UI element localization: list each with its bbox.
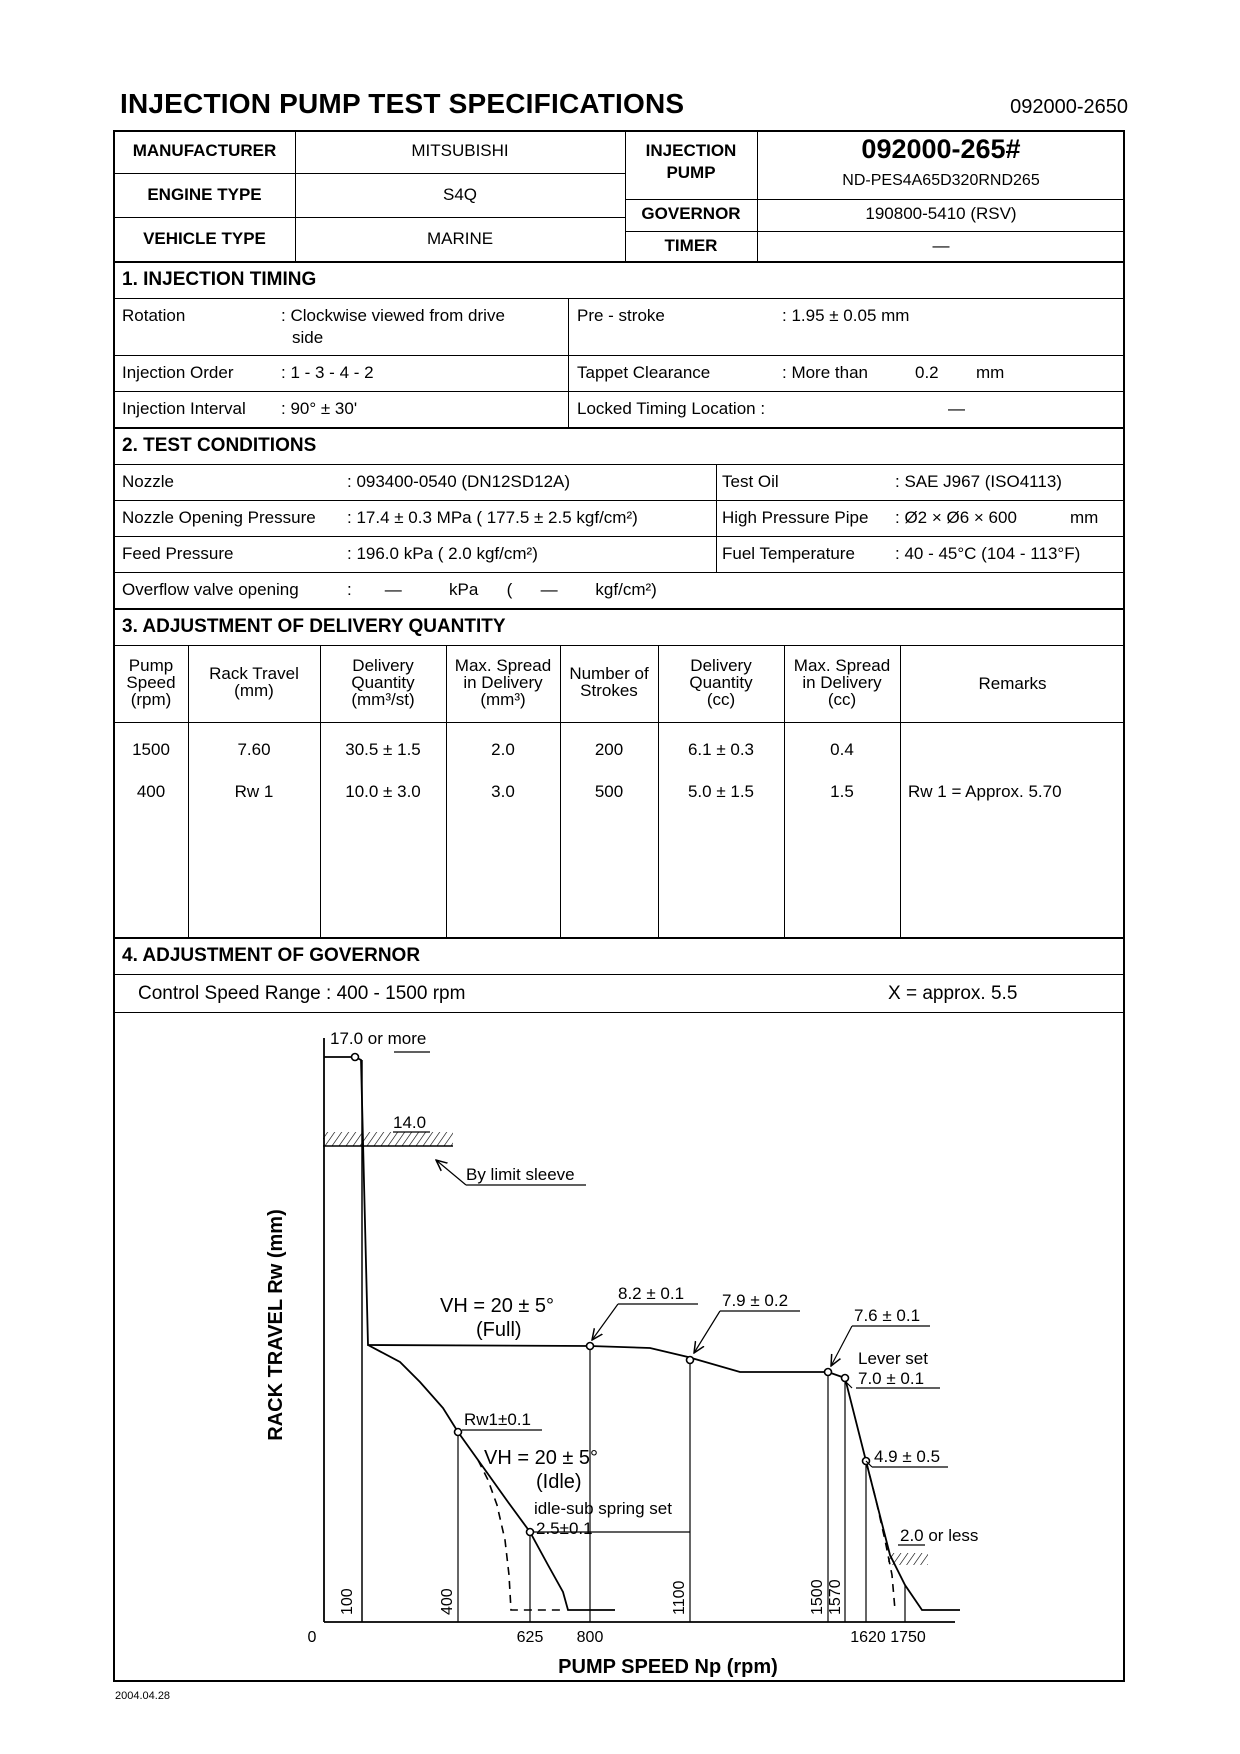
cell-remarks: Rw 1 = Approx. 5.70 [908,782,1062,801]
injection-interval-value: : 90° ± 30' [281,399,358,418]
v-tick-1100: 1100 [671,1580,688,1615]
timer-label: TIMER [664,236,718,255]
point-2-5 [527,1529,534,1536]
cell-delivery-quantity: 30.5 ± 1.5 [345,740,421,759]
prestroke-label: Pre - stroke [577,306,665,325]
cell-max-spread-cc: 0.4 [830,740,854,759]
label-idle-sub: idle-sub spring set [534,1499,672,1518]
delivery-quantity-heading: 3. ADJUSTMENT OF DELIVERY QUANTITY [122,616,506,637]
leader-line [694,1311,800,1353]
rotation-value-cont: side [292,328,324,347]
tappet-clearance-unit: mm [976,363,1005,382]
label-2-0: 2.0 or less [900,1526,979,1545]
point-7-0 [842,1375,849,1382]
label-4-9: 4.9 ± 0.5 [874,1447,941,1466]
locked-timing-label: Locked Timing Location : [577,399,766,418]
vehicle-type-label: VEHICLE TYPE [143,229,266,248]
point-8-2 [587,1343,594,1350]
test-conditions-heading: 2. TEST CONDITIONS [122,435,317,456]
x-approx: X = approx. 5.5 [888,983,1018,1004]
manufacturer-label: MANUFACTURER [132,141,277,160]
injection-interval-label: Injection Interval [122,399,246,418]
v-tick-1500: 1500 [809,1579,826,1615]
point-7-9 [687,1357,694,1364]
cell-max-spread-cc: 1.5 [830,782,854,801]
timer-value: — [932,236,950,255]
stop-hatch [888,1553,928,1565]
label-vh-full: VH = 20 ± 5° [440,1295,555,1317]
prestroke-value: : 1.95 ± 0.05 mm [782,306,910,325]
pump-number: 092000-265# [861,134,1021,164]
control-speed-range: Control Speed Range : 400 - 1500 rpm [138,983,466,1004]
governor-label: GOVERNOR [641,204,741,223]
governor-value: 190800-5410 (RSV) [865,204,1017,223]
col-header-rack-travel: Rack Travel (mm) [209,664,299,700]
leader-line [592,1304,698,1340]
cell-max-spread: 2.0 [491,740,515,759]
x-axis-title: PUMP SPEED Np (rpm) [558,1656,778,1678]
x-tick-800: 800 [576,1629,604,1646]
col-header-pump-speed: Pump Speed (rpm) [126,656,176,709]
manufacturer-value: MITSUBISHI [411,141,509,160]
x-tick-625: 625 [516,1629,544,1646]
cell-pump-speed: 400 [136,782,166,801]
y-axis-title: RACK TRAVEL Rw (mm) [265,1209,287,1441]
high-pressure-pipe-label: High Pressure Pipe [722,508,869,527]
cell-delivery-cc: 6.1 ± 0.3 [687,740,755,759]
label-limit-sleeve: By limit sleeve [466,1165,575,1184]
label-vh-idle-2: (Idle) [536,1471,582,1493]
v-tick-100: 100 [339,1588,356,1615]
high-pressure-pipe-unit: mm [1070,508,1099,527]
document-number: 092000-2650 [1010,96,1128,118]
cell-rack-travel: Rw 1 [234,782,274,801]
point-rw1 [455,1429,462,1436]
label-rw1: Rw1±0.1 [464,1410,531,1429]
vehicle-type-value: MARINE [426,229,494,248]
rotation-label: Rotation [122,306,186,325]
x-tick-1750: 1750 [890,1629,926,1646]
overflow-valve-value: : — kPa ( — kgf/cm²) [347,580,657,599]
limit-sleeve-hatch [323,1132,453,1146]
fuel-temperature-value: : 40 - 45°C (104 - 113°F) [895,544,1081,563]
col-header-max-spread: Max. Spread in Delivery (mm³) [454,656,552,709]
label-vh-full-2: (Full) [476,1319,522,1341]
label-8-2: 8.2 ± 0.1 [618,1284,685,1303]
x-tick-1620: 1620 [850,1629,886,1646]
cell-max-spread: 3.0 [491,782,515,801]
engine-type-value: S4Q [442,185,478,204]
nozzle-label: Nozzle [122,472,174,491]
footer-date: 2004.04.28 [115,1690,171,1702]
nozzle-opening-pressure-label: Nozzle Opening Pressure [122,508,316,527]
tappet-clearance-value: 0.2 [915,363,939,382]
cell-rack-travel: 7.60 [237,740,271,759]
feed-pressure-value: : 196.0 kPa ( 2.0 kgf/cm²) [347,544,538,563]
col-header-strokes: Number of Strokes [569,664,649,700]
v-tick-400: 400 [439,1588,456,1615]
injection-order-value: : 1 - 3 - 4 - 2 [281,363,374,382]
injection-pump-label: INJECTION PUMP [645,141,737,182]
pump-model: ND-PES4A65D320RND265 [842,172,1040,189]
label-limit: 14.0 [393,1113,427,1132]
point-start [352,1054,359,1061]
cell-pump-speed: 1500 [132,740,170,759]
test-oil-value: : SAE J967 (ISO4113) [895,472,1062,491]
injection-timing-heading: 1. INJECTION TIMING [122,269,317,290]
label-vh-idle: VH = 20 ± 5° [484,1447,599,1469]
document-title: INJECTION PUMP TEST SPECIFICATIONS [120,88,685,119]
high-pressure-pipe-value: : Ø2 × Ø6 × 600 [895,508,1017,527]
test-oil-label: Test Oil [722,472,779,491]
cell-strokes: 200 [594,740,624,759]
tappet-clearance-label: Tappet Clearance [577,363,711,382]
label-lever-set: Lever set [858,1349,928,1368]
col-header-delivery-cc: Delivery Quantity (cc) [689,656,753,709]
col-header-delivery-quantity: Delivery Quantity (mm³/st) [351,656,415,709]
cell-strokes: 500 [594,782,624,801]
nozzle-value: : 093400-0540 (DN12SD12A) [347,472,571,491]
feed-pressure-label: Feed Pressure [122,544,234,563]
overflow-valve-label: Overflow valve opening [122,580,299,599]
label-7-9: 7.9 ± 0.2 [722,1291,789,1310]
fuel-temperature-label: Fuel Temperature [722,544,855,563]
label-start: 17.0 or more [330,1029,427,1048]
governor-heading: 4. ADJUSTMENT OF GOVERNOR [122,945,421,966]
cell-delivery-cc: 5.0 ± 1.5 [687,782,755,801]
label-7-6: 7.6 ± 0.1 [854,1306,921,1325]
col-header-max-spread-cc: Max. Spread in Delivery (cc) [793,656,891,709]
label-7-0: 7.0 ± 0.1 [858,1369,925,1388]
v-tick-1570: 1570 [827,1579,844,1615]
injection-order-label: Injection Order [122,363,234,382]
point-7-6 [825,1369,832,1376]
engine-type-label: ENGINE TYPE [147,185,262,204]
rotation-value: : Clockwise viewed from drive [281,306,505,325]
label-2-5: 2.5±0.1 [536,1519,593,1538]
locked-timing-value: — [948,399,965,418]
col-header-remarks: Remarks [978,674,1047,693]
tappet-clearance-prefix: : More than [782,363,868,382]
x-tick-0: 0 [307,1629,317,1646]
cell-delivery-quantity: 10.0 ± 3.0 [345,782,421,801]
nozzle-opening-pressure-value: : 17.4 ± 0.3 MPa ( 177.5 ± 2.5 kgf/cm²) [347,508,638,527]
high-speed-dashed-curve [866,1461,895,1610]
